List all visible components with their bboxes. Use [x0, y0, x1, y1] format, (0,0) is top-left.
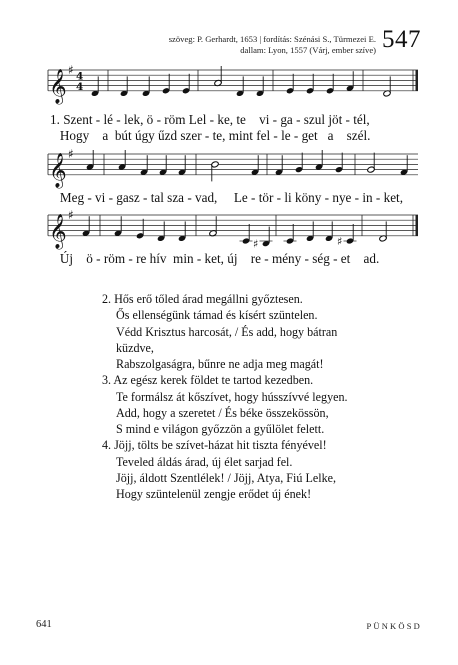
verse-line: Hogy szüntelenül zengje erődet új ének!: [116, 487, 312, 501]
verse-line: 2. Hős erő tőled árad megállni győztesen.: [102, 292, 303, 306]
final-barline-thick: [416, 70, 419, 91]
key-sharp-icon: ♯: [68, 63, 74, 77]
melody-credit: dallam: Lyon, 1557 (Várj, ember szíve): [240, 44, 376, 55]
verses-block: [102, 291, 442, 502]
treble-clef-icon: 𝄞: [49, 68, 67, 104]
verse-line: Rabszolgaságra, bűnre ne adja meg magát!: [116, 357, 324, 371]
text-credit: szöveg: P. Gerhardt, 1653 | fordítás: Szénási S., Türmezei E.: [168, 34, 376, 44]
verse-line: Teveled áldás árad, új élet sarjad fel.: [116, 454, 293, 469]
hymn-credits: [46, 34, 376, 55]
page-number: 641: [36, 619, 52, 630]
lyric-line-1: 1. Szent - lé - lek, ö - röm Lel - ke, te vi - ga - szul jöt - tél,: [50, 112, 370, 127]
sharp-accidental-icon: ♯: [337, 235, 343, 248]
hymn-number: 547: [382, 26, 421, 53]
lyric-line-3: Meg - vi - gasz - tal sza - vad, Le - tör - li köny - nye - in - ket,: [50, 190, 404, 205]
key-sharp-icon: ♯: [68, 147, 74, 161]
treble-clef-icon: 𝄞: [49, 152, 67, 188]
lyric-line-4: Új ö - röm - re hív min - ket, új re - mény - ség - et ad.: [50, 251, 380, 266]
verse-line: küzdve,: [116, 340, 154, 355]
verse-2: [102, 291, 442, 372]
verse-line: 4. Jöjj, tölts be szívet-házat hit tiszta fényével!: [102, 438, 327, 453]
verse-line: S mind e világon győzzön a gyűlölet felett.: [116, 422, 325, 436]
verse-line: 3. Az egész kerek földet te tartod kezedben.: [102, 373, 314, 388]
music-staff-1: [0, 58, 458, 118]
verse-line: Jöjj, áldott Szentlélek! / Jöjj, Atya, Fiú Lelke,: [116, 470, 337, 485]
final-barline-thick: [416, 215, 419, 236]
verse-3: [102, 372, 442, 437]
verse-line: Te formálsz át kőszívet, hogy hússzívvé legyen.: [116, 389, 348, 404]
verse-line: Védd Krisztus harcosát, / És add, hogy bátran: [116, 324, 338, 339]
section-title: PÜNKÖSD: [366, 621, 422, 631]
time-signature-bottom: 4: [76, 80, 84, 93]
verse-line: Add, hogy a szeretet / És béke összekössön,: [116, 405, 329, 420]
key-sharp-icon: ♯: [68, 208, 74, 222]
verse-line: Ős ellenségünk támad és kísért szüntelen.: [116, 308, 318, 323]
verse-4: [102, 437, 442, 502]
time-signature-top: 4: [76, 70, 84, 83]
sharp-accidental-icon: ♯: [253, 237, 259, 251]
lyric-line-2: Hogy a bút úgy űzd szer - te, mint fel - le - get a szél.: [50, 128, 371, 143]
treble-clef-icon: 𝄞: [49, 213, 67, 249]
